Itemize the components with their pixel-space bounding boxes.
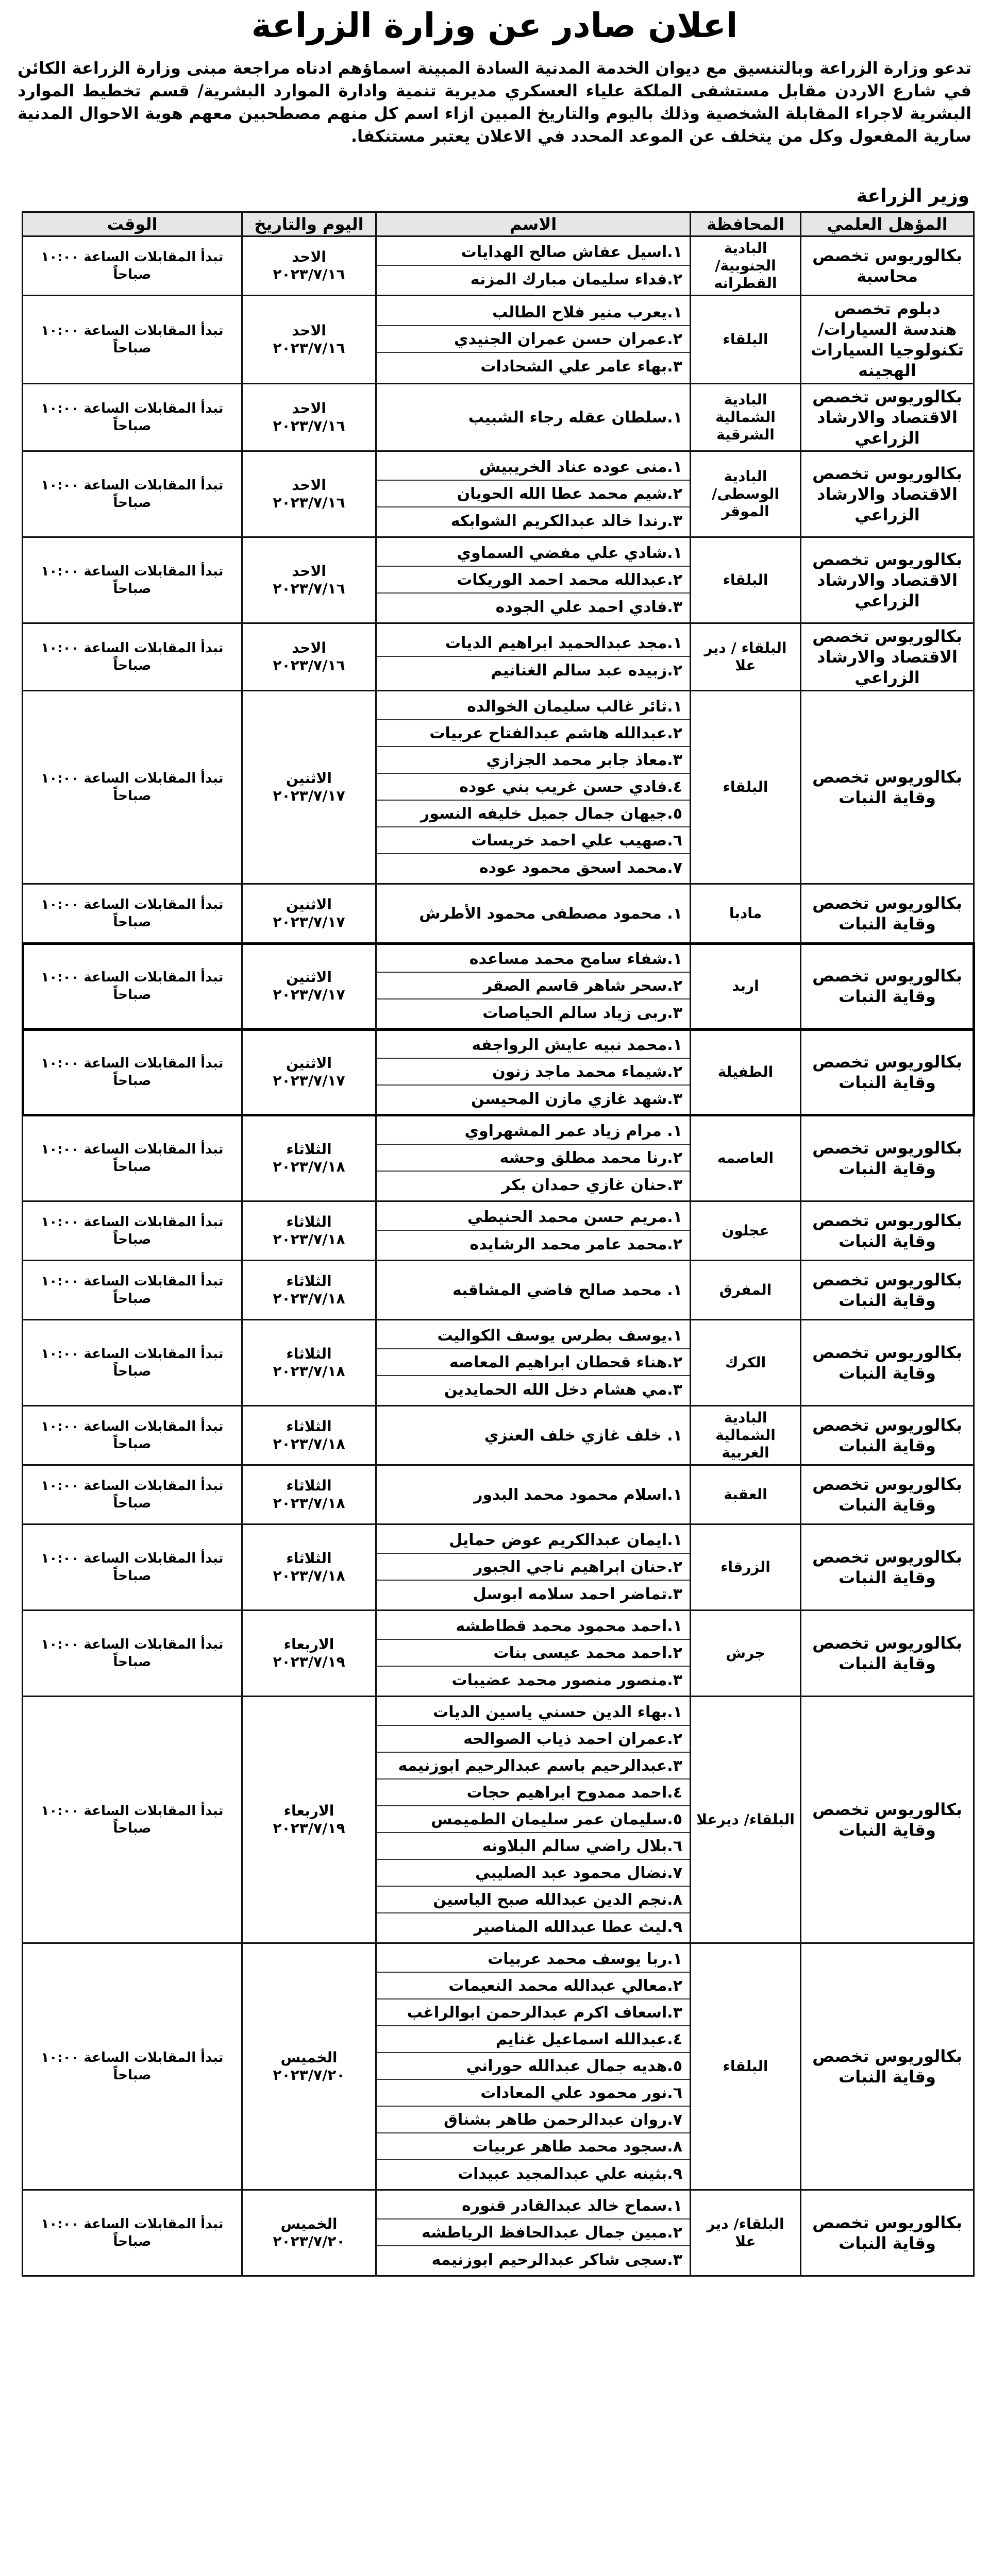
table-row [23, 537, 974, 623]
table-row [23, 2190, 974, 2276]
governorate-cell: البادية الوسطى/الموقر [691, 451, 801, 537]
names-cell [376, 1261, 691, 1320]
governorate-cell: المفرق [691, 1261, 801, 1320]
governorate-cell: الزرقاء [691, 1524, 801, 1611]
name-entry: ٢.احمد محمد عيسى بنات [377, 1640, 690, 1667]
interview-day: الاحد [292, 563, 326, 580]
qualification-cell: بكالوريوس تخصص وقاية النبات [801, 1465, 974, 1524]
interview-day: الاثنين [286, 896, 332, 913]
governorate-cell: جرش [691, 1611, 801, 1697]
interview-date: ٢٠٢٣/٧/١٨ [273, 1567, 345, 1584]
page-title: اعلان صادر عن وزارة الزراعة [251, 6, 738, 45]
qualification-cell: بكالوريوس تخصص وقاية النبات [801, 1611, 974, 1697]
name-entry: ٩.ليث عطا عبدالله المناصير [474, 1918, 682, 1936]
time-cell: تبدأ المقابلات الساعة ١٠:٠٠ صباحاً [23, 884, 242, 943]
interview-date: ٢٠٢٣/٧/١٦ [273, 417, 345, 434]
day-date-cell [242, 1029, 376, 1115]
qualification-cell: بكالوريوس تخصص وقاية النبات [801, 691, 974, 884]
interview-date: ٢٠٢٣/٧/١٧ [273, 1072, 345, 1089]
name-entry: ٢.مبين جمال عبدالحافظ الرياطشه [377, 2219, 690, 2246]
qualification-cell: بكالوريوس تخصص وقاية النبات [801, 1524, 974, 1611]
day-date-cell [242, 451, 376, 537]
qualification-cell: بكالوريوس تخصص وقاية النبات [801, 1201, 974, 1261]
names-cell [376, 1611, 691, 1697]
interview-day: الاثنين [286, 969, 332, 986]
interview-date: ٢٠٢٣/٧/١٦ [273, 266, 345, 283]
day-date-cell [242, 2190, 376, 2276]
time-cell: تبدأ المقابلات الساعة ١٠:٠٠ صباحاً [23, 1524, 242, 1611]
name-entry: ٢.شيماء محمد ماجد زنون [377, 1059, 690, 1086]
qualification-cell: بكالوريوس تخصص الاقتصاد والارشاد الزراعي [801, 537, 974, 623]
time-cell: تبدأ المقابلات الساعة ١٠:٠٠ صباحاً [23, 537, 242, 623]
name-entry: ٩.بثينه علي عبدالمجيد عبيدات [458, 2164, 682, 2183]
governorate-cell: البادية الشمالية الشرقية [691, 384, 801, 451]
governorate-cell: البلقاء [691, 691, 801, 884]
time-cell: تبدأ المقابلات الساعة ١٠:٠٠ صباحاً [23, 943, 242, 1029]
names-cell [376, 384, 691, 451]
name-entry: ٢.سحر شاهر قاسم الصقر [377, 973, 690, 999]
names-cell [376, 1697, 691, 1943]
interview-day: الاحد [292, 477, 326, 494]
name-entry: ٣.فادي احمد علي الجوده [495, 598, 682, 616]
qualification-cell: بكالوريوس تخصص وقاية النبات [801, 943, 974, 1029]
time-cell: تبدأ المقابلات الساعة ١٠:٠٠ صباحاً [23, 1943, 242, 2190]
interview-day: الاربعاء [283, 1636, 334, 1653]
day-date-cell [242, 236, 376, 296]
qualification-cell: بكالوريوس تخصص الاقتصاد والارشاد الزراعي [801, 451, 974, 537]
names-cell [376, 1320, 691, 1406]
interview-table [22, 211, 975, 2277]
qualification-cell: بكالوريوس تخصص وقاية النبات [801, 2190, 974, 2276]
time-cell: تبدأ المقابلات الساعة ١٠:٠٠ صباحاً [23, 1115, 242, 1201]
qualification-cell: بكالوريوس تخصص محاسبة [801, 236, 974, 296]
day-date-cell [242, 296, 376, 384]
name-entry: ٧.محمد اسحق محمود عوده [479, 858, 682, 877]
table-row [23, 1465, 974, 1524]
name-entry: ٣.شهد غازي مازن المحيسن [471, 1090, 682, 1108]
name-entry: ٣.اسعاف اكرم عبدالرحمن ابوالراغب [377, 1999, 690, 2026]
names-cell [376, 1201, 691, 1261]
name-entry: ١.اسيل عفاش صالح الهدايات [377, 239, 690, 266]
interview-date: ٢٠٢٣/٧/١٩ [273, 1820, 345, 1837]
table-row [23, 1611, 974, 1697]
name-entry: ١.احمد محمود محمد قطاطشه [377, 1613, 690, 1640]
interview-date: ٢٠٢٣/٧/١٧ [273, 787, 345, 804]
name-entry: ١.مريم حسن محمد الحنيطي [377, 1204, 690, 1231]
governorate-cell: البلقاء [691, 1943, 801, 2190]
day-date-cell [242, 691, 376, 884]
name-entry: ٢.حنان ابراهيم ناجي الجبور [377, 1554, 690, 1581]
name-entry: ١. محمد صالح فاضي المشاقبه [452, 1281, 682, 1299]
name-entry: ٢.عمران حسن عمران الجنيدي [377, 326, 690, 353]
header-time: الوقت [23, 212, 242, 236]
name-entry: ٥.جيهان جمال جميل خليفه النسور [377, 801, 690, 827]
interview-day: الاحد [292, 248, 326, 265]
table-row [23, 691, 974, 884]
interview-day: الثلاثاء [286, 1477, 332, 1494]
name-entry: ١.بهاء الدين حسني ياسين الديات [377, 1699, 690, 1726]
qualification-cell: بكالوريوس تخصص وقاية النبات [801, 884, 974, 943]
governorate-cell: مادبا [691, 884, 801, 943]
name-entry: ١. محمود مصطفى محمود الأطرش [419, 904, 682, 923]
interview-day: الثلاثاء [286, 1141, 332, 1158]
table-row [23, 384, 974, 451]
name-entry: ٤.احمد ممدوح ابراهيم حجات [377, 1780, 690, 1806]
names-cell [376, 1524, 691, 1611]
time-cell: تبدأ المقابلات الساعة ١٠:٠٠ صباحاً [23, 236, 242, 296]
names-cell [376, 451, 691, 537]
day-date-cell [242, 1524, 376, 1611]
interview-day: الاحد [292, 400, 326, 417]
names-cell [376, 236, 691, 296]
interview-date: ٢٠٢٣/٧/١٨ [273, 1495, 345, 1512]
interview-date: ٢٠٢٣/٧/١٨ [273, 1231, 345, 1248]
governorate-cell: العقبة [691, 1465, 801, 1524]
table-row [23, 236, 974, 296]
qualification-cell: بكالوريوس تخصص وقاية النبات [801, 1115, 974, 1201]
name-entry: ٣.منصور منصور محمد عضيبات [451, 1671, 682, 1689]
time-cell: تبدأ المقابلات الساعة ١٠:٠٠ صباحاً [23, 1611, 242, 1697]
header-day-date: اليوم والتاريخ [242, 212, 376, 236]
names-cell [376, 1465, 691, 1524]
name-entry: ١.محمد نبيه عايش الرواجفه [377, 1032, 690, 1059]
interview-day: الثلاثاء [286, 1418, 332, 1435]
names-cell [376, 1115, 691, 1201]
time-cell: تبدأ المقابلات الساعة ١٠:٠٠ صباحاً [23, 1697, 242, 1943]
interview-date: ٢٠٢٣/٧/١٦ [273, 580, 345, 597]
time-cell: تبدأ المقابلات الساعة ١٠:٠٠ صباحاً [23, 623, 242, 691]
interview-date: ٢٠٢٣/٧/١٦ [273, 340, 345, 357]
name-entry: ١.ربا يوسف محمد عربيات [377, 1946, 690, 1973]
minister-signature: وزير الزراعة [856, 185, 969, 207]
name-entry: ٦.نور محمود علي المعادات [377, 2080, 690, 2107]
day-date-cell [242, 623, 376, 691]
name-entry: ١. مرام زياد عمر المشهراوي [377, 1118, 690, 1145]
name-entry: ١.ثائر غالب سليمان الخوالده [377, 693, 690, 720]
table-row [23, 296, 974, 384]
name-entry: ١.يوسف بطرس يوسف الكواليت [377, 1323, 690, 1349]
day-date-cell [242, 1406, 376, 1465]
table-row [23, 1524, 974, 1611]
name-entry: ١. خلف غازي خلف العنزي [484, 1426, 682, 1445]
time-cell: تبدأ المقابلات الساعة ١٠:٠٠ صباحاً [23, 1406, 242, 1465]
interview-day: الخميس [280, 2215, 338, 2232]
names-cell [376, 1029, 691, 1115]
name-entry: ١.شادي علي مفضي السماوي [377, 540, 690, 567]
governorate-cell: البادية الشمالية الغربية [691, 1406, 801, 1465]
name-entry: ٢.شيم محمد عطا الله الحويان [377, 481, 690, 507]
name-entry: ١.مجد عبدالحميد ابراهيم الديات [377, 630, 690, 657]
interview-date: ٢٠٢٣/٧/١٨ [273, 1158, 345, 1175]
table-row [23, 1261, 974, 1320]
name-entry: ٥.سليمان عمر سليمان الطميمس [377, 1806, 690, 1833]
name-entry: ٥.هديه جمال عبدالله حوراني [377, 2053, 690, 2080]
time-cell: تبدأ المقابلات الساعة ١٠:٠٠ صباحاً [23, 384, 242, 451]
interview-day: الاثنين [286, 770, 332, 787]
name-entry: ٢.عبدالله هاشم عبدالفتاح عربيات [377, 720, 690, 747]
interview-day: الخميس [280, 2049, 338, 2066]
governorate-cell: الكرك [691, 1320, 801, 1406]
name-entry: ٢.فداء سليمان مبارك المزنه [470, 270, 682, 289]
time-cell: تبدأ المقابلات الساعة ١٠:٠٠ صباحاً [23, 691, 242, 884]
names-cell [376, 943, 691, 1029]
names-cell [376, 623, 691, 691]
name-entry: ٧.روان عبدالرحمن طاهر بشناق [377, 2107, 690, 2133]
time-cell: تبدأ المقابلات الساعة ١٠:٠٠ صباحاً [23, 451, 242, 537]
day-date-cell [242, 884, 376, 943]
table-row [23, 451, 974, 537]
governorate-cell: العاصمه [691, 1115, 801, 1201]
day-date-cell [242, 1201, 376, 1261]
table-row [23, 884, 974, 943]
name-entry: ٢.معالي عبدالله محمد النعيمات [377, 1973, 690, 1999]
interview-day: الاحد [292, 639, 326, 656]
table-row [23, 1115, 974, 1201]
header-governorate: المحافظة [691, 212, 801, 236]
name-entry: ٣.تماضر احمد سلامه ابوسل [473, 1585, 682, 1603]
interview-date: ٢٠٢٣/٧/١٦ [273, 657, 345, 674]
interview-date: ٢٠٢٣/٧/١٨ [273, 1290, 345, 1307]
time-cell: تبدأ المقابلات الساعة ١٠:٠٠ صباحاً [23, 296, 242, 384]
interview-day: الثلاثاء [286, 1345, 332, 1362]
name-entry: ١.سلطان عقله رجاء الشبيب [468, 408, 682, 427]
interview-date: ٢٠٢٣/٧/١٨ [273, 1363, 345, 1380]
day-date-cell [242, 1465, 376, 1524]
time-cell: تبدأ المقابلات الساعة ١٠:٠٠ صباحاً [23, 1465, 242, 1524]
qualification-cell: بكالوريوس تخصص وقاية النبات [801, 1320, 974, 1406]
name-entry: ٣.مي هشام دخل الله الحمايدين [444, 1380, 682, 1399]
name-entry: ١.سماح خالد عبدالقادر قنوره [377, 2193, 690, 2219]
name-entry: ١.شفاء سامح محمد مساعده [377, 946, 690, 973]
time-cell: تبدأ المقابلات الساعة ١٠:٠٠ صباحاً [23, 1201, 242, 1261]
day-date-cell [242, 384, 376, 451]
day-date-cell [242, 537, 376, 623]
qualification-cell: بكالوريوس تخصص الاقتصاد والارشاد الزراعي [801, 384, 974, 451]
table-row [23, 943, 974, 1029]
names-cell [376, 691, 691, 884]
interview-date: ٢٠٢٣/٧/١٦ [273, 494, 345, 511]
name-entry: ٤.فادي حسن غريب بني عوده [377, 774, 690, 801]
qualification-cell: بكالوريوس تخصص وقاية النبات [801, 1406, 974, 1465]
names-cell [376, 1943, 691, 2190]
interview-date: ٢٠٢٣/٧/١٧ [273, 913, 345, 930]
time-cell: تبدأ المقابلات الساعة ١٠:٠٠ صباحاً [23, 1320, 242, 1406]
time-cell: تبدأ المقابلات الساعة ١٠:٠٠ صباحاً [23, 2190, 242, 2276]
name-entry: ١.ايمان عبدالكريم عوض حمايل [377, 1527, 690, 1554]
name-entry: ٨.نجم الدين عبدالله صبح الياسين [377, 1887, 690, 1913]
name-entry: ٢.عمران احمد ذياب الصوالحه [377, 1726, 690, 1753]
name-entry: ٢.رنا محمد مطلق وحشه [377, 1145, 690, 1172]
interview-day: الثلاثاء [286, 1273, 332, 1290]
name-entry: ٣.ربى زياد سالم الحياصات [482, 1004, 682, 1022]
qualification-cell: بكالوريوس تخصص وقاية النبات [801, 1261, 974, 1320]
interview-date: ٢٠٢٣/٧/١٧ [273, 986, 345, 1003]
name-entry: ٣.بهاء عامر علي الشحادات [480, 357, 682, 376]
name-entry: ٣.عبدالرحيم باسم عبدالرحيم ابوزنيمه [377, 1753, 690, 1780]
table-row [23, 1201, 974, 1261]
day-date-cell [242, 1943, 376, 2190]
interview-day: الاربعاء [283, 1802, 334, 1819]
names-cell [376, 2190, 691, 2276]
governorate-cell: البلقاء / دير علا [691, 623, 801, 691]
names-cell [376, 1406, 691, 1465]
qualification-cell: بكالوريوس تخصص الاقتصاد والارشاد الزراعي [801, 623, 974, 691]
name-entry: ٣.رندا خالد عبدالكريم الشوابكه [450, 512, 682, 530]
name-entry: ٢.هناء قحطان ابراهيم المعاصه [377, 1349, 690, 1376]
table-header-row [23, 212, 974, 236]
name-entry: ٢.محمد عامر محمد الرشايده [470, 1235, 682, 1253]
name-entry: ٣.حنان غازي حمدان بكر [501, 1176, 682, 1194]
interview-date: ٢٠٢٣/٧/١٩ [273, 1653, 345, 1670]
qualification-cell: بكالوريوس تخصص وقاية النبات [801, 1697, 974, 1943]
interview-date: ٢٠٢٣/٧/١٨ [273, 1435, 345, 1452]
governorate-cell: الطفيلة [691, 1029, 801, 1115]
interview-day: الاحد [292, 322, 326, 339]
governorate-cell: البلقاء/ ديرعلا [691, 1697, 801, 1943]
governorate-cell: اربد [691, 943, 801, 1029]
day-date-cell [242, 1320, 376, 1406]
interview-day: الاثنين [286, 1055, 332, 1072]
names-cell [376, 537, 691, 623]
qualification-cell: دبلوم تخصص هندسة السيارات/ تكنولوجيا السيارات الهجينه [801, 296, 974, 384]
interview-date: ٢٠٢٣/٧/٢٠ [273, 2233, 345, 2250]
table-row [23, 1406, 974, 1465]
header-name: الاسم [376, 212, 691, 236]
interview-date: ٢٠٢٣/٧/٢٠ [273, 2066, 345, 2083]
name-entry: ١.اسلام محمود محمد البدور [474, 1485, 682, 1504]
name-entry: ٧.نضال محمود عبد الصليبي [377, 1860, 690, 1887]
name-entry: ٣.معاذ جابر محمد الجزازي [377, 747, 690, 774]
table-row [23, 1320, 974, 1406]
name-entry: ٢.عبدالله محمد احمد الوريكات [377, 567, 690, 594]
governorate-cell: البلقاء [691, 537, 801, 623]
names-cell [376, 884, 691, 943]
announcement-page [9, 0, 980, 2576]
names-cell [376, 296, 691, 384]
name-entry: ٢.زبيده عبد سالم الغنانيم [491, 661, 682, 680]
day-date-cell [242, 1611, 376, 1697]
name-entry: ٤.عبدالله اسماعيل غنايم [377, 2026, 690, 2053]
governorate-cell: عجلون [691, 1201, 801, 1261]
table-row [23, 1697, 974, 1943]
interview-day: الثلاثاء [286, 1550, 332, 1567]
qualification-cell: بكالوريوس تخصص وقاية النبات [801, 1943, 974, 2190]
name-entry: ١.منى عوده عناد الخريبيش [377, 454, 690, 481]
governorate-cell: البلقاء/ دير علا [691, 2190, 801, 2276]
time-cell: تبدأ المقابلات الساعة ١٠:٠٠ صباحاً [23, 1029, 242, 1115]
qualification-cell: بكالوريوس تخصص وقاية النبات [801, 1029, 974, 1115]
table-row [23, 623, 974, 691]
day-date-cell [242, 943, 376, 1029]
governorate-cell: البلقاء [691, 296, 801, 384]
day-date-cell [242, 1261, 376, 1320]
interview-day: الثلاثاء [286, 1213, 332, 1230]
name-entry: ١.يعرب منير فلاح الطالب [377, 299, 690, 326]
name-entry: ٦.صهيب علي احمد خريسات [377, 827, 690, 854]
time-cell: تبدأ المقابلات الساعة ١٠:٠٠ صباحاً [23, 1261, 242, 1320]
name-entry: ٣.سجى شاكر عبدالرحيم ابوزنيمه [431, 2250, 682, 2269]
name-entry: ٦.بلال راضي سالم البلاونه [377, 1833, 690, 1860]
intro-paragraph: تدعو وزارة الزراعة وبالتنسيق مع ديوان الخدمة المدنية السادة المبينة اسماؤهم ادناه مراجعة مبنى وزارة الزراعة الكائن في شارع الاردن مقابل مستشفى الملكة علياء العسكري مديرية تنمية وادارة الموارد البشرية/ قسم تخطيط الموارد البشرية لاجراء المقابلة الشخصية وذلك باليوم والتاريخ المبين ازاء اسم كل منهم مصطحبين معهم هوية الاحوال المدنية سارية المفعول وكل من يتخلف عن الموعد المحدد في الاعلان يعتبر مستنكفا. [18, 58, 971, 146]
name-entry: ٨.سجود محمد طاهر عربيات [377, 2133, 690, 2160]
table-row [23, 1029, 974, 1115]
day-date-cell [242, 1115, 376, 1201]
day-date-cell [242, 1697, 376, 1943]
table-row [23, 1943, 974, 2190]
header-qualification: المؤهل العلمي [801, 212, 974, 236]
governorate-cell: البادية الجنوبية/القطرانه [691, 236, 801, 296]
